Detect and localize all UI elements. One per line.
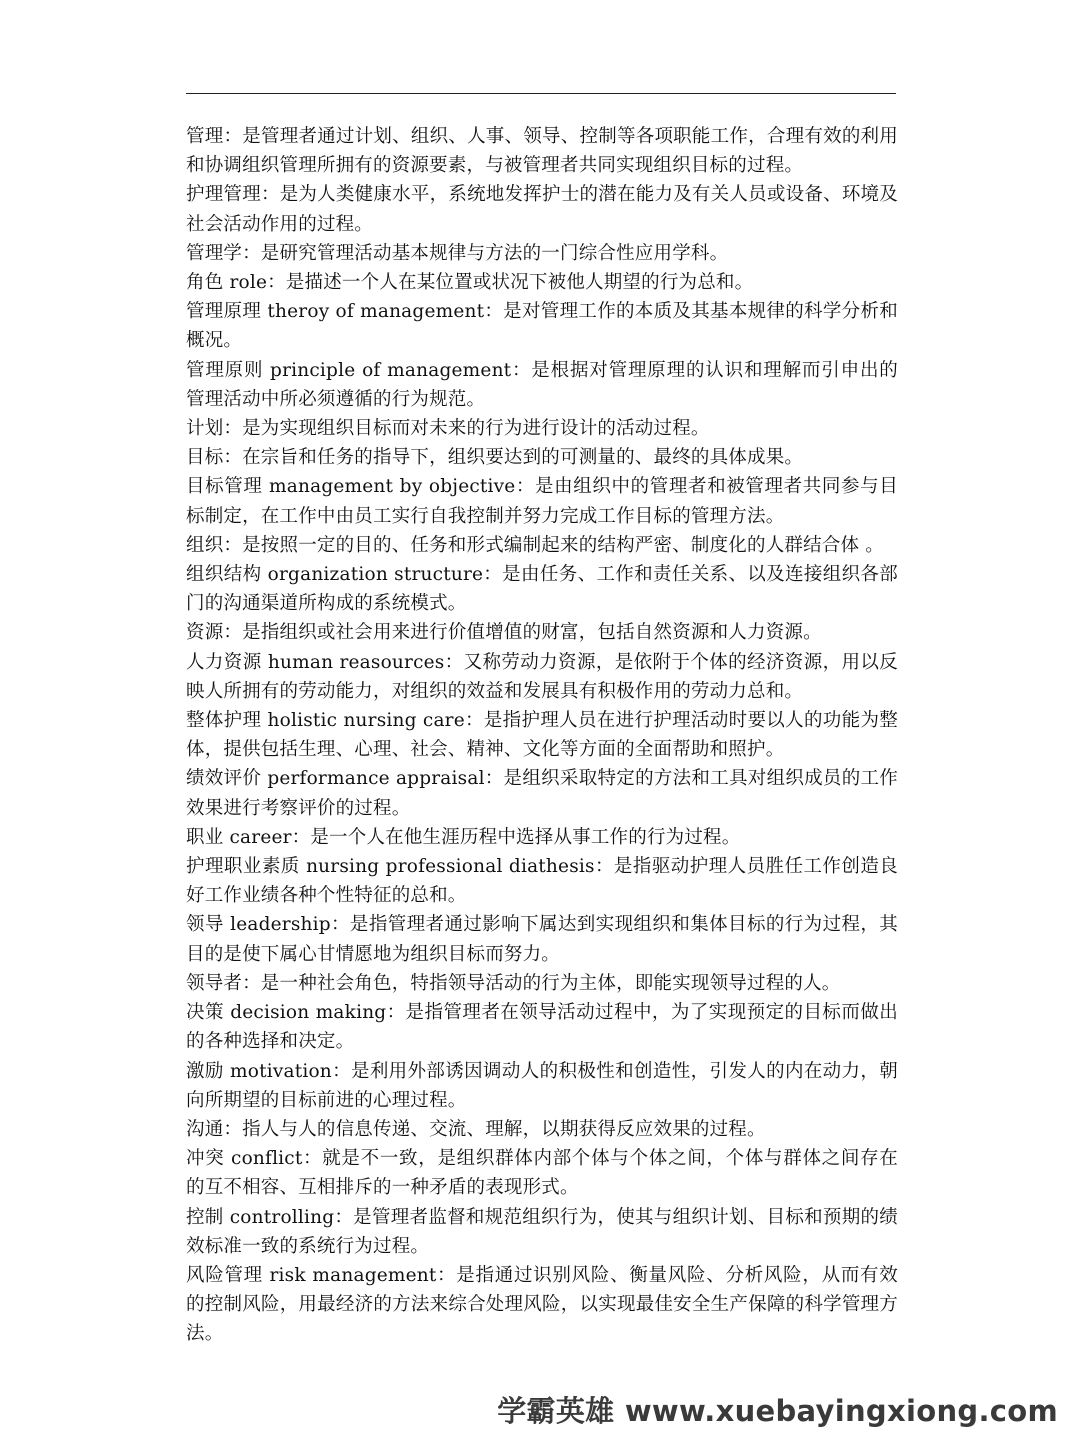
definition-entry: 管理原理 theroy of management：是对管理工作的本质及其基本规律的科学分析和概况。	[186, 301, 898, 352]
definition-entry: 计划：是为实现组织目标而对未来的行为进行设计的活动过程。	[186, 418, 710, 440]
definition-entry: 组织：是按照一定的目的、任务和形式编制起来的结构严密、制度化的人群结合体 。	[186, 534, 884, 556]
definition-entry: 组织结构 organization structure：是由任务、工作和责任关系、以及连接组织各部门的沟通渠道所构成的系统模式。	[186, 564, 898, 615]
definition-entry: 决策 decision making：是指管理者在领导活动过程中，为了实现预定的目标而做出的各种选择和决定。	[186, 1002, 898, 1053]
definition-entry: 护理管理：是为人类健康水平，系统地发挥护士的潜在能力及有关人员或设备、环境及社会活动作用的过程。	[186, 184, 898, 235]
definition-entry: 绩效评价 performance appraisal：是组织采取特定的方法和工具对组织成员的工作效果进行考察评价的过程。	[186, 768, 898, 819]
definition-entry: 领导 leadership：是指管理者通过影响下属达到实现组织和集体目标的行为过程，其目的是使下属心甘情愿地为组织目标而努力。	[186, 914, 898, 965]
definition-entry: 人力资源 human reasources：又称劳动力资源，是依附于个体的经济资源，用以反映人所拥有的劳动能力，对组织的效益和发展具有积极作用的劳动力总和。	[186, 651, 898, 702]
definition-entry: 沟通：指人与人的信息传递、交流、理解，以期获得反应效果的过程。	[186, 1118, 766, 1140]
header-rule	[186, 93, 896, 94]
definition-entry: 冲突 conflict：就是不一致，是组织群体内部个体与个体之间，个体与群体之间存在的互不相容、互相排斥的一种矛盾的表现形式。	[186, 1148, 898, 1199]
definition-entry: 角色 role：是描述一个人在某位置或状况下被他人期望的行为总和。	[186, 272, 754, 294]
definition-entry: 激励 motivation：是利用外部诱因调动人的积极性和创造性，引发人的内在动力，朝向所期望的目标前进的心理过程。	[186, 1060, 898, 1111]
definition-entry: 资源：是指组织或社会用来进行价值增值的财富，包括自然资源和人力资源。	[186, 622, 822, 644]
definition-entry: 目标：在宗旨和任务的指导下，组织要达到的可测量的、最终的具体成果。	[186, 447, 804, 469]
definition-entry: 管理：是管理者通过计划、组织、人事、领导、控制等各项职能工作，合理有效的利用和协调组织管理所拥有的资源要素，与被管理者共同实现组织目标的过程。	[186, 126, 898, 177]
definitions-body	[186, 122, 898, 1349]
definition-entry: 管理学：是研究管理活动基本规律与方法的一门综合性应用学科。	[186, 242, 729, 264]
definition-entry: 风险管理 risk management：是指通过识别风险、衡量风险、分析风险，从而有效的控制风险，用最经济的方法来综合处理风险，以实现最佳安全生产保障的科学管理方法。	[186, 1264, 898, 1345]
definition-entry: 控制 controlling：是管理者监督和规范组织行为，使其与组织计划、目标和预期的绩效标准一致的系统行为过程。	[186, 1206, 898, 1257]
definition-entry: 管理原则 principle of management：是根据对管理原理的认识和理解而引申出的管理活动中所必须遵循的行为规范。	[186, 359, 898, 410]
definition-entry: 目标管理 management by objective：是由组织中的管理者和被管理者共同参与目标制定，在工作中由员工实行自我控制并努力完成工作目标的管理方法。	[186, 476, 898, 527]
definition-entry: 整体护理 holistic nursing care：是指护理人员在进行护理活动时要以人的功能为整体，提供包括生理、心理、社会、精神、文化等方面的全面帮助和照护。	[186, 710, 898, 761]
definition-entry: 领导者：是一种社会角色，特指领导活动的行为主体，即能实现领导过程的人。	[186, 972, 841, 994]
site-watermark: 学霸英雄 www.xuebayingxiong.com	[497, 1394, 1058, 1428]
definition-entry: 职业 career：是一个人在他生涯历程中选择从事工作的行为过程。	[186, 826, 741, 848]
definition-entry: 护理职业素质 nursing professional diathesis：是指驱动护理人员胜任工作创造良好工作业绩各种个性特征的总和。	[186, 856, 898, 907]
